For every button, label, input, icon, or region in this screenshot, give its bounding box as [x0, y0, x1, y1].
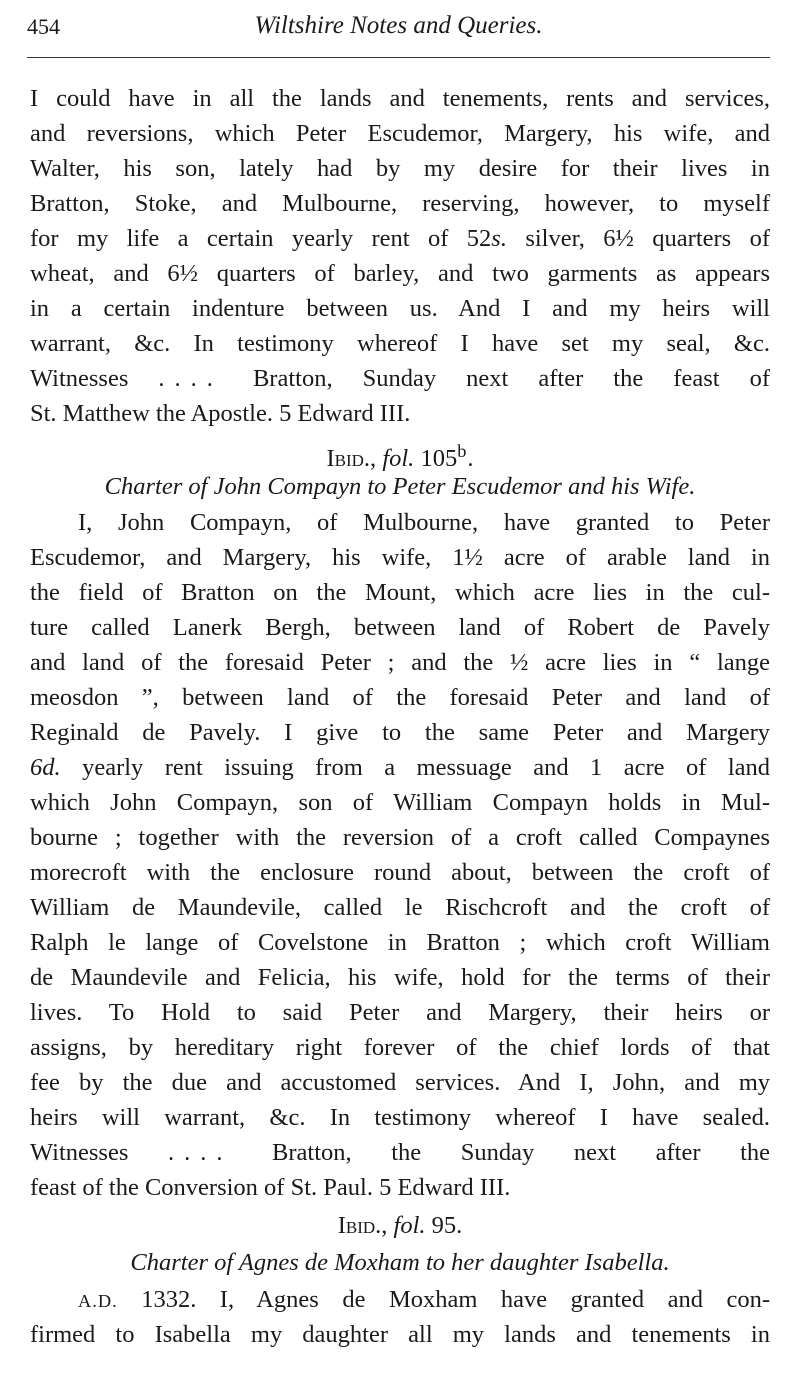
- folio-number: 95.: [431, 1212, 463, 1239]
- shillings-abbrev: s.: [491, 225, 507, 252]
- page-header: [27, 12, 770, 52]
- witnesses-line: [30, 361, 770, 397]
- text-line: Bratton, Stoke, and Mulbourne, reserving, however, to myself: [30, 190, 770, 217]
- ibid-label: Ibid.,: [326, 445, 377, 473]
- folio-number: 105: [420, 445, 458, 473]
- ellipsis: ....: [167, 1139, 233, 1166]
- text-line: Reginald de Pavely. I give to the same Peter and Margery: [30, 719, 770, 746]
- witnesses-label: Witnesses: [30, 1139, 129, 1166]
- header-rule: [27, 57, 770, 58]
- source-reference: [30, 433, 770, 473]
- folio-label: fol.: [393, 1212, 426, 1239]
- text-line: fee by the due and accustomed services. And I, John, and my: [30, 1069, 770, 1096]
- text-line: firmed to Isabella my daughter all my lands and tenements in: [30, 1321, 770, 1348]
- text-line: lives. To Hold to said Peter and Margery, their heirs or: [30, 999, 770, 1026]
- text-line: wheat, and 6½ quarters of barley, and two garments as appears: [30, 260, 770, 287]
- text-span: yearly rent issuing from a messuage and 1 acre of land: [60, 754, 770, 781]
- running-title: Wiltshire Notes and Queries.: [254, 12, 543, 39]
- text-line: ture called Lanerk Bergh, between land of Robert de Pavely: [30, 614, 770, 641]
- text-line: and land of the foresaid Peter ; and the ½ acre lies in “ lange: [30, 649, 770, 676]
- text-line: heirs will warrant, &c. In testimony whereof I have sealed.: [30, 1104, 770, 1131]
- text-line: morecroft with the enclosure round about, between the croft of: [30, 859, 770, 886]
- text-line: in a certain indenture between us. And I and my heirs will: [30, 295, 770, 322]
- text-line: assigns, by hereditary right forever of the chief lords of that: [30, 1034, 770, 1061]
- text-line: I could have in all the lands and tenements, rents and services,: [30, 85, 770, 112]
- text-line: I, John Compayn, of Mulbourne, have granted to Peter: [78, 509, 770, 536]
- text-line: feast of the Conversion of St. Paul. 5 Edward III.: [30, 1174, 511, 1201]
- page-number: 454: [27, 14, 60, 39]
- text-span: 1332. I, Agnes de Moxham have granted and con-: [117, 1286, 770, 1313]
- ibid-label: Ibid.,: [337, 1212, 388, 1239]
- folio-superscript: b: [457, 441, 468, 461]
- text-line: [30, 750, 770, 786]
- witnesses-label: Witnesses: [30, 365, 129, 392]
- anno-domini: A.D.: [78, 1291, 118, 1311]
- text-line: the field of Bratton on the Mount, which acre lies in the cul-: [30, 579, 770, 606]
- text-line: Walter, his son, lately had by my desire for their lives in: [30, 155, 770, 182]
- ellipsis: ....: [158, 365, 223, 392]
- text-span: Bratton, Sunday next after the feast of: [252, 365, 770, 392]
- text-line: warrant, &c. In testimony whereof I have set my seal, &c.: [30, 330, 770, 357]
- text-span: Bratton, the Sunday next after the: [272, 1139, 771, 1166]
- text-span: silver, 6½ quarters of: [506, 225, 770, 252]
- folio-label: fol.: [382, 445, 415, 473]
- text-line: de Maundevile and Felicia, his wife, hold for the terms of their: [30, 964, 770, 991]
- pence-amount: 6d.: [30, 754, 61, 781]
- source-reference: [30, 1208, 770, 1244]
- text-line: which John Compayn, son of William Compayn holds in Mul-: [30, 789, 770, 816]
- charter-title: Charter of John Compayn to Peter Escudemor and his Wife.: [104, 473, 696, 500]
- text-line: Ralph le lange of Covelstone in Bratton ; which croft William: [30, 929, 770, 956]
- charter-title: Charter of Agnes de Moxham to her daughter Isabella.: [130, 1249, 670, 1276]
- text-line: and reversions, which Peter Escudemor, Margery, his wife, and: [30, 120, 770, 147]
- witnesses-line: [30, 1135, 770, 1171]
- text-line: [30, 221, 770, 257]
- text-span: .: [467, 445, 474, 473]
- text-line: [78, 1282, 770, 1318]
- text-line: Escudemor, and Margery, his wife, 1½ acre of arable land in: [30, 544, 770, 571]
- text-span: for my life a certain yearly rent of 52: [30, 225, 492, 252]
- text-line: William de Maundevile, called le Rischcroft and the croft of: [30, 894, 770, 921]
- text-line: St. Matthew the Apostle. 5 Edward III.: [30, 400, 411, 427]
- text-line: bourne ; together with the reversion of a croft called Compaynes: [30, 824, 770, 851]
- text-line: meosdon ”, between land of the foresaid Peter and land of: [30, 684, 770, 711]
